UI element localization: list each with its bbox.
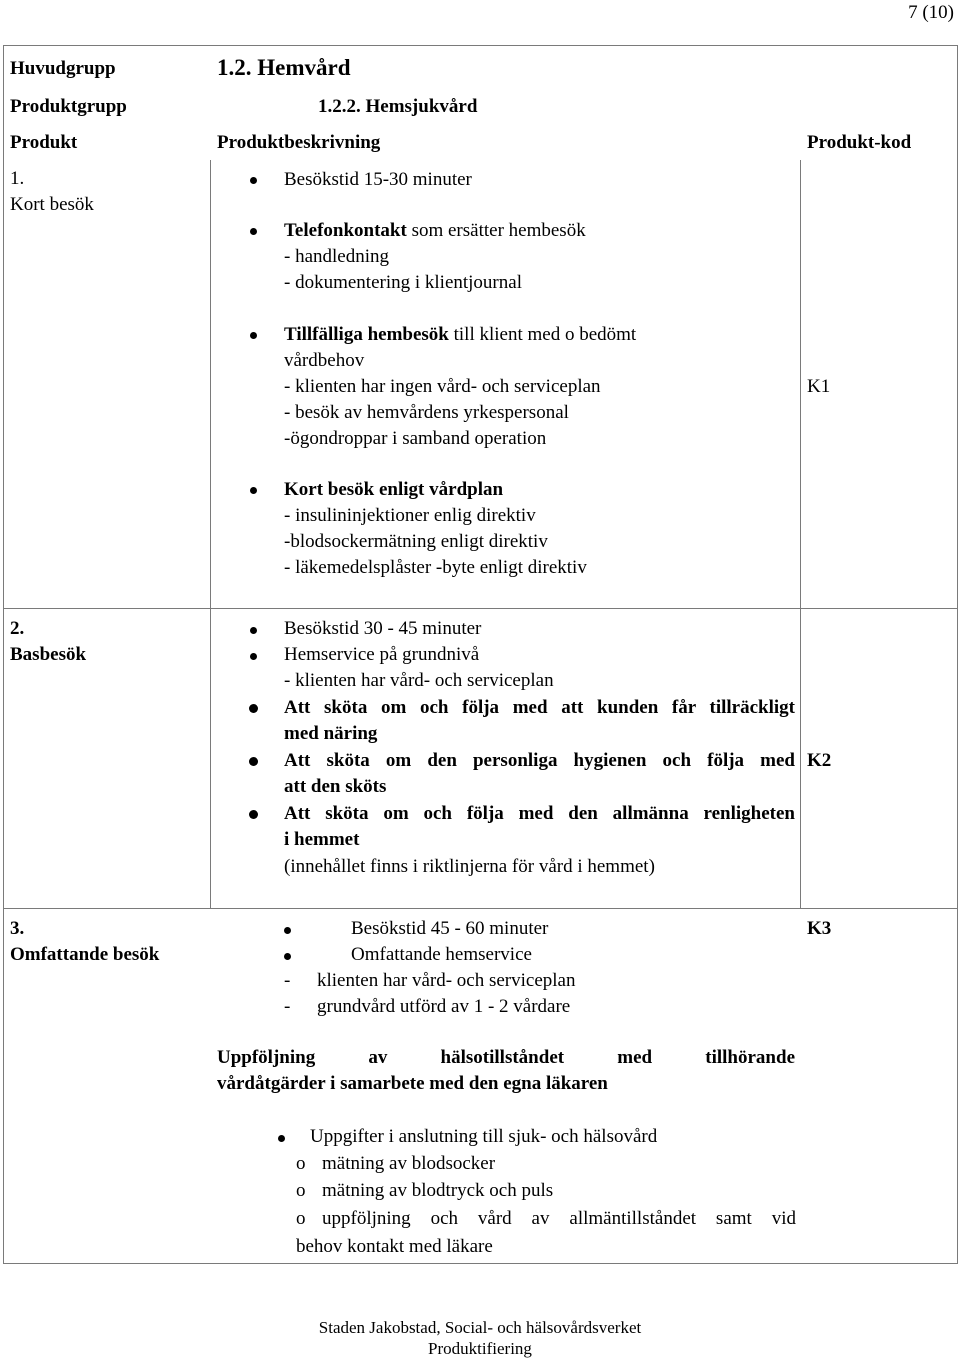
produktgrupp-label: Produktgrupp	[10, 96, 127, 117]
list-item: Besökstid 15-30 minuter	[284, 169, 472, 190]
produktgrupp-value: 1.2.2. Hemsjukvård	[318, 96, 478, 117]
followup-text: Uppföljning av hälsotillståndet med tillhörande vårdåtgärder i samarbete med den egna läkaren	[217, 1047, 795, 1094]
row-product-code: K1	[807, 376, 831, 397]
list-item: Besökstid 45 - 60 minuter	[351, 918, 549, 939]
circle-marker: o	[296, 1153, 306, 1174]
list-item: Hemservice på grundnivå - klienten har vård- och serviceplan	[284, 644, 554, 691]
note-text: (innehållet finns i riktlinjerna för vård i hemmet)	[284, 856, 655, 877]
row-product-code: K3	[807, 918, 832, 939]
circle-marker: o	[296, 1180, 306, 1201]
bullet-icon	[284, 953, 291, 960]
list-item-continuation: behov kontakt med läkare	[296, 1236, 493, 1257]
bullet-icon	[250, 627, 257, 634]
bullet-icon	[249, 810, 258, 819]
huvudgrupp-label: Huvudgrupp	[10, 58, 116, 79]
bullet-icon	[278, 1135, 285, 1142]
bullet-icon	[250, 332, 257, 339]
list-item: mätning av blodtryck och puls	[322, 1180, 554, 1201]
list-item: Kort besök enligt vårdplan - insulininjektioner enlig direktiv -blodsockermätning enligt direktiv - läkemedelsplåster -byte enligt direktiv	[284, 479, 587, 578]
circle-marker: o	[296, 1208, 306, 1229]
list-item: Telefonkontakt som ersätter hembesök - handledning - dokumentering i klientjournal	[284, 220, 586, 293]
col-header-produkt: Produkt	[10, 132, 78, 153]
row-product-name: Omfattande besök	[10, 944, 160, 965]
list-item: uppföljning och vård av allmäntillståndet samt vid	[322, 1208, 796, 1229]
list-item: Tillfälliga hembesök till klient med o bedömt vårdbehov - klienten har ingen vård- och serviceplan - besök av hemvårdens yrkespersonal -ögondroppar i samband operation	[284, 324, 637, 449]
bullet-icon	[250, 177, 257, 184]
bullet-icon	[284, 927, 291, 934]
tasks-title: Uppgifter i anslutning till sjuk- och hälsovård	[310, 1126, 658, 1147]
huvudgrupp-value: 1.2. Hemvård	[217, 55, 351, 80]
bullet-icon	[250, 487, 257, 494]
row-number: 1.	[10, 168, 25, 189]
footer-title: Produktifiering	[428, 1339, 532, 1358]
dash-marker: -	[284, 996, 291, 1017]
col-header-beskrivning: Produktbeskrivning	[217, 132, 381, 153]
list-item: Att sköta om och följa med den allmänna renligheten i hemmet	[284, 803, 795, 850]
row-number: 3.	[10, 918, 25, 939]
page-number: 7 (10)	[908, 2, 954, 23]
col-header-kod: Produkt-kod	[807, 132, 912, 153]
list-item: Omfattande hemservice	[351, 944, 532, 965]
list-item: Besökstid 30 - 45 minuter	[284, 618, 482, 639]
list-item: grundvård utförd av 1 - 2 vårdare	[317, 996, 571, 1017]
list-item: mätning av blodsocker	[322, 1153, 496, 1174]
row-product-name: Kort besök	[10, 194, 94, 215]
footer-organization: Staden Jakobstad, Social- och hälsovårdsverket	[318, 1318, 642, 1337]
bullet-icon	[249, 704, 258, 713]
bullet-icon	[249, 757, 258, 766]
list-item: Att sköta om den personliga hygienen och följa med att den sköts	[284, 750, 795, 797]
row-product-code: K2	[807, 750, 832, 771]
list-item: Att sköta om och följa med att kunden får tillräckligt med näring	[284, 697, 795, 744]
row-number: 2.	[10, 618, 25, 639]
list-item: klienten har vård- och serviceplan	[317, 970, 576, 991]
bullet-icon	[250, 228, 257, 235]
dash-marker: -	[284, 970, 291, 991]
row-product-name: Basbesök	[10, 644, 87, 665]
bullet-icon	[250, 653, 257, 660]
